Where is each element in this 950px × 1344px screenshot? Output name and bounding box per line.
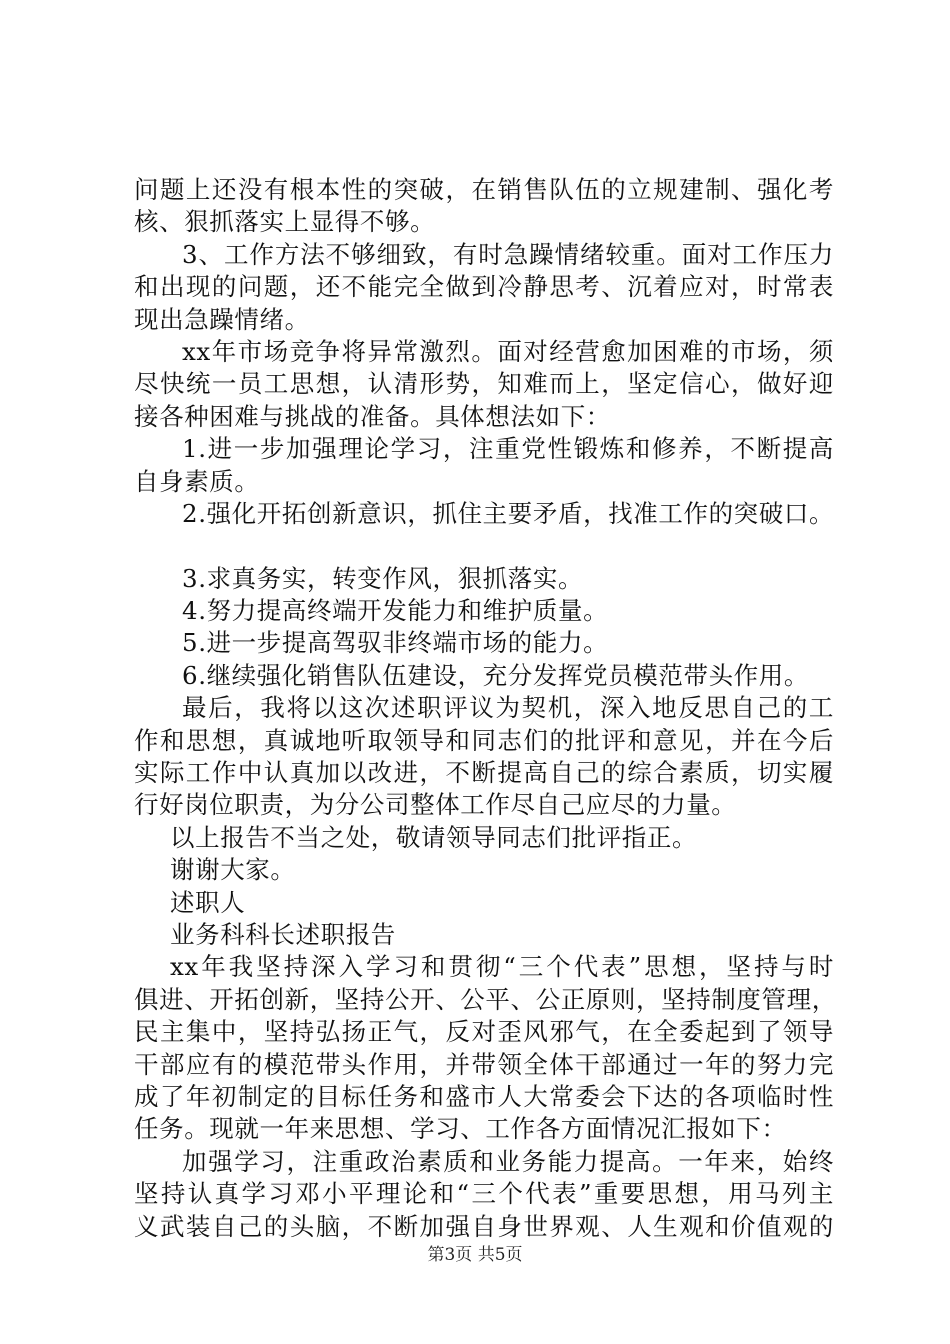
list-item: 1.进一步加强理论学习，注重党性锻炼和修养，不断提高 <box>182 434 834 464</box>
paragraph-line: 实际工作中认真加以改进，不断提高自己的综合素质，切实履 <box>134 758 834 788</box>
paragraph-line: xx年我坚持深入学习和贯彻“三个代表”思想，坚持与时 <box>170 952 834 982</box>
paragraph-line: 加强学习，注重政治素质和业务能力提高。一年来，始终 <box>182 1146 834 1176</box>
paragraph-line: 干部应有的模范带头作用，并带领全体干部通过一年的努力完 <box>134 1049 834 1079</box>
paragraph-line: 俱进、开拓创新，坚持公开、公平、公正原则，坚持制度管理， <box>134 984 837 1014</box>
paragraph-line: 最后，我将以这次述职评议为契机，深入地反思自己的工 <box>182 693 834 723</box>
paragraph-line: 义武装自己的头脑，不断加强自身世界观、人生观和价值观的 <box>134 1211 834 1241</box>
blank-line <box>134 530 834 562</box>
list-item: 3.求真务实，转变作风，狠抓落实。 <box>182 563 584 593</box>
paragraph-line: 以上报告不当之处，敬请领导同志们批评指正。 <box>170 822 698 852</box>
paragraph-line: 尽快统一员工思想，认清形势，知难而上，坚定信心，做好迎 <box>134 369 834 399</box>
paragraph-line: 现出急躁情绪。 <box>134 304 310 334</box>
paragraph-line: xx年市场竞争将异常激烈。面对经营愈加困难的市场，须 <box>182 336 834 366</box>
paragraph-line: 核、狠抓落实上显得不够。 <box>134 207 436 237</box>
paragraph-line: 民主集中，坚持弘扬正气，反对歪风邪气，在全委起到了领导 <box>134 1017 834 1047</box>
paragraph-line: 成了年初制定的目标任务和盛市人大常委会下达的各项临时性 <box>134 1081 834 1111</box>
page-number-footer: 第3页 共5页 <box>427 1245 523 1265</box>
paragraph-line: 3、工作方法不够细致，有时急躁情绪较重。面对工作压力 <box>182 239 834 269</box>
paragraph-line: 任务。现就一年来思想、学习、工作各方面情况汇报如下： <box>134 1114 787 1144</box>
list-item: 5.进一步提高驾驭非终端市场的能力。 <box>182 628 609 658</box>
paragraph-line: 坚持认真学习邓小平理论和“三个代表”重要思想，用马列主 <box>134 1179 834 1209</box>
paragraph-line: 问题上还没有根本性的突破，在销售队伍的立规建制、强化考 <box>134 175 834 204</box>
closing-line: 谢谢大家。 <box>170 855 296 885</box>
document-body <box>134 174 837 1243</box>
list-item: 6.继续强化销售队伍建设，充分发挥党员模范带头作用。 <box>182 660 809 690</box>
list-item: 2.强化开拓创新意识，抓住主要矛盾，找准工作的突破口。 <box>182 498 835 528</box>
paragraph-line: 作和思想，真诚地听取领导和同志们的批评和意见，并在今后 <box>134 725 834 755</box>
paragraph-line: 接各种困难与挑战的准备。具体想法如下： <box>134 401 611 431</box>
section-title: 业务科科长述职报告 <box>170 919 396 949</box>
paragraph-line: 行好岗位职责，为分公司整体工作尽自己应尽的力量。 <box>134 790 737 820</box>
signature-label: 述职人 <box>170 887 246 917</box>
list-item-continuation: 自身素质。 <box>134 466 260 496</box>
list-item: 4.努力提高终端开发能力和维护质量。 <box>182 596 609 626</box>
paragraph-line: 和出现的问题，还不能完全做到冷静思考、沉着应对，时常表 <box>134 272 834 302</box>
